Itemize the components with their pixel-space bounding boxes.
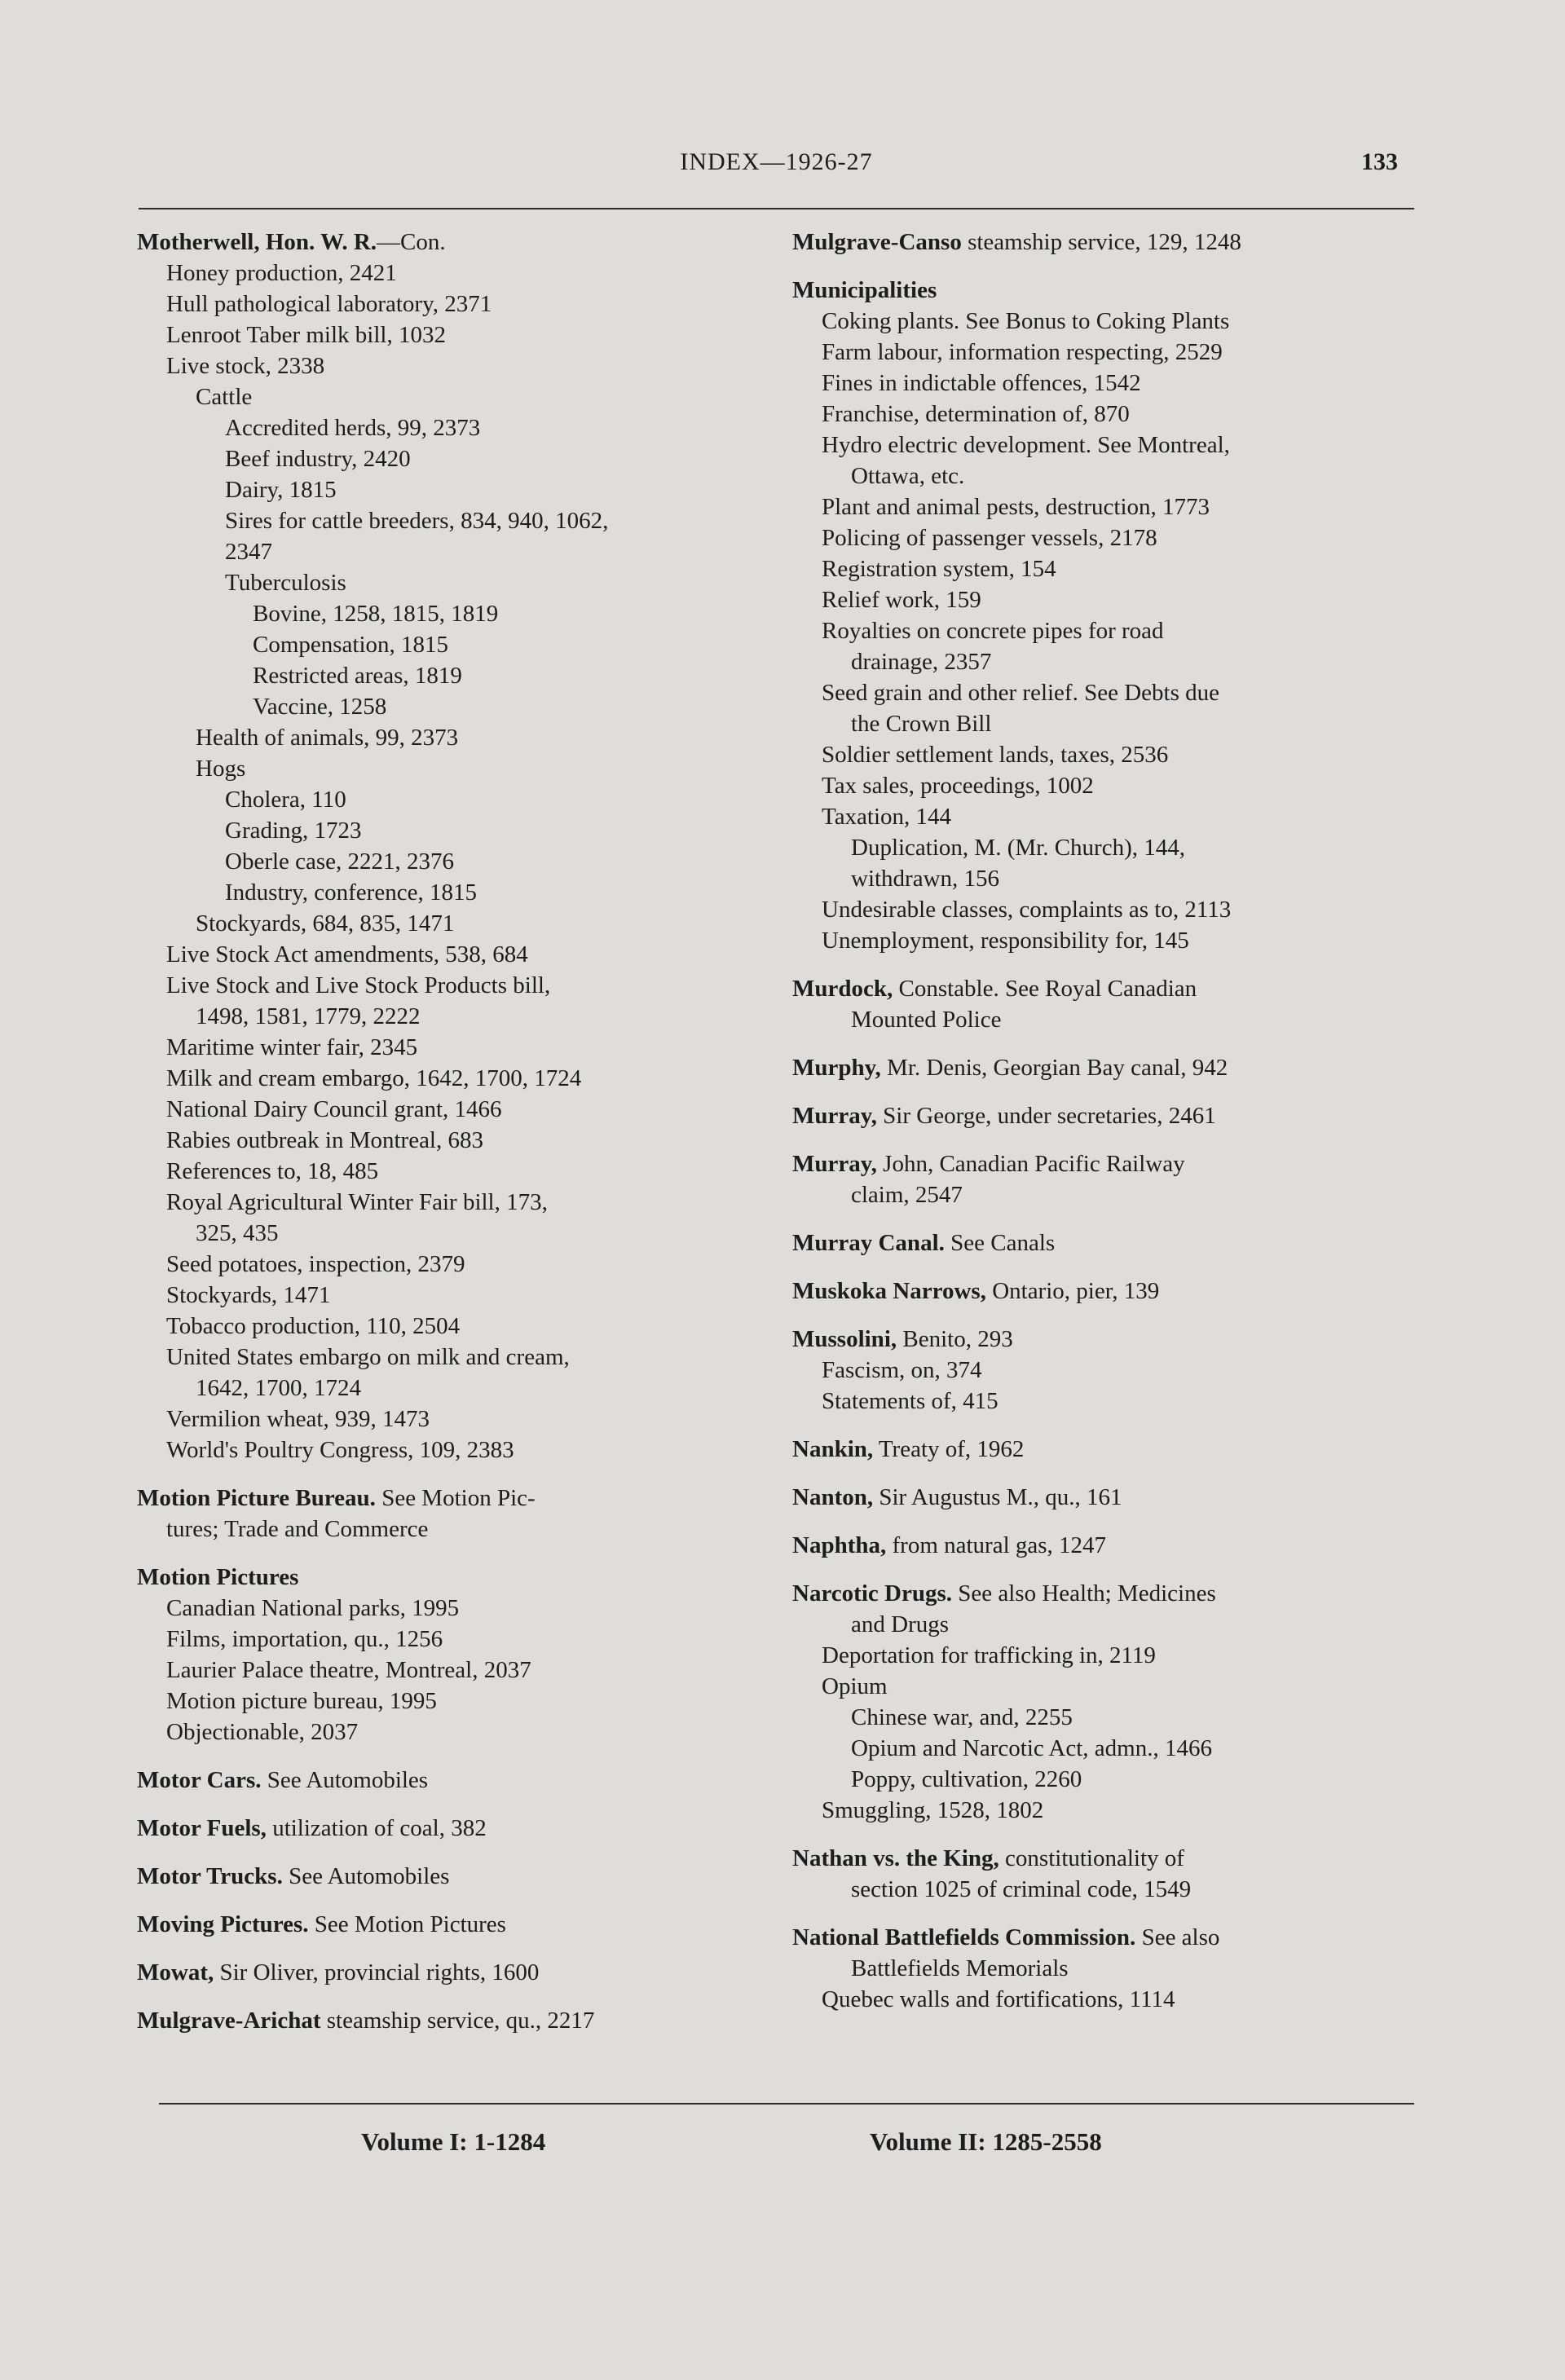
index-subentry: Battlefields Memorials (851, 1955, 1069, 1981)
index-subentry: and Drugs (851, 1611, 950, 1637)
index-subentry: Farm labour, information respecting, 2529 (822, 339, 1223, 365)
index-subentry: Hogs (196, 756, 246, 782)
index-subentry: Seed grain and other relief. See Debts due (822, 680, 1219, 706)
headword: Nanton, (792, 1484, 874, 1510)
entry-detail: steamship service, 129, 1248 (961, 229, 1241, 255)
headword: Naphtha, (792, 1532, 887, 1558)
headword: Motor Trucks. (137, 1863, 283, 1889)
index-subentry: Smuggling, 1528, 1802 (822, 1797, 1044, 1823)
index-subentry: Honey production, 2421 (166, 260, 397, 286)
headword: Motion Picture Bureau. (137, 1485, 376, 1511)
index-headword-entry (792, 1324, 1412, 1355)
headword: Nathan vs. the King, (792, 1845, 999, 1871)
index-subentry: Live stock, 2338 (166, 353, 325, 379)
headword: Murdock, (792, 976, 893, 1002)
index-subentry: 1642, 1700, 1724 (196, 1375, 361, 1401)
index-headword-entry (792, 1227, 1412, 1258)
headword: Nankin, (792, 1436, 874, 1462)
headword: Muskoka Narrows, (792, 1278, 986, 1304)
index-headword-entry (792, 275, 1412, 306)
index-subentry: drainage, 2357 (851, 649, 992, 675)
headword: Motor Cars. (137, 1767, 262, 1793)
index-subentry: Royalties on concrete pipes for road (822, 618, 1164, 644)
index-subentry: Canadian National parks, 1995 (166, 1595, 460, 1621)
footer-rule (159, 2103, 1414, 2105)
index-subentry: Duplication, M. (Mr. Church), 144, (851, 835, 1185, 861)
header-rule (139, 208, 1414, 209)
index-subentry: Seed potatoes, inspection, 2379 (166, 1251, 465, 1277)
index-headword-entry (792, 1434, 1412, 1465)
index-headword-entry (137, 1909, 769, 1940)
index-headword-entry (792, 1148, 1412, 1179)
index-subentry: National Dairy Council grant, 1466 (166, 1096, 502, 1122)
page-number: 133 (1361, 148, 1398, 175)
index-headword-entry (792, 1482, 1412, 1513)
index-subentry: Grading, 1723 (225, 818, 362, 844)
index-headword-entry (137, 1813, 769, 1844)
headword: Mulgrave-Arichat (137, 2008, 321, 2034)
entry-detail: See also (1135, 1924, 1220, 1950)
index-headword-entry (792, 973, 1412, 1004)
entry-detail: See Automobiles (282, 1863, 450, 1889)
entry-detail: Benito, 293 (897, 1326, 1013, 1352)
headword: Motion Pictures (137, 1564, 299, 1590)
index-subentry: Beef industry, 2420 (225, 446, 411, 472)
index-subentry: Maritime winter fair, 2345 (166, 1034, 418, 1060)
index-headword-entry (137, 1861, 769, 1892)
entry-detail: Treaty of, 1962 (873, 1436, 1025, 1462)
entry-detail: See Motion Pictures (308, 1911, 506, 1937)
entry-detail: John, Canadian Pacific Railway (876, 1151, 1185, 1177)
index-subentry: Opium and Narcotic Act, admn., 1466 (851, 1735, 1212, 1761)
headword: Mowat, (137, 1959, 214, 1986)
index-subentry: Accredited herds, 99, 2373 (225, 415, 481, 441)
headword: Motor Fuels, (137, 1815, 267, 1841)
index-subentry: Tax sales, proceedings, 1002 (822, 773, 1094, 799)
index-subentry: Ottawa, etc. (851, 463, 965, 489)
index-subentry: Hydro electric development. See Montreal, (822, 432, 1230, 458)
index-headword-entry (792, 1052, 1412, 1083)
index-subentry: Live Stock Act amendments, 538, 684 (166, 941, 528, 967)
index-subentry: Policing of passenger vessels, 2178 (822, 525, 1157, 551)
page-header (139, 148, 1414, 186)
index-subentry: Restricted areas, 1819 (253, 663, 462, 689)
entry-detail: See Automobiles (261, 1767, 429, 1793)
index-subentry: Plant and animal pests, destruction, 1773 (822, 494, 1210, 520)
index-subentry: 2347 (225, 539, 272, 565)
index-subentry: Coking plants. See Bonus to Coking Plants (822, 308, 1230, 334)
index-subentry: Tuberculosis (225, 570, 346, 596)
index-subentry: Hull pathological laboratory, 2371 (166, 291, 492, 317)
index-subentry: claim, 2547 (851, 1182, 963, 1208)
index-subentry: Oberle case, 2221, 2376 (225, 848, 455, 875)
index-subentry: Compensation, 1815 (253, 632, 449, 658)
index-subentry: 1498, 1581, 1779, 2222 (196, 1003, 421, 1029)
index-subentry: References to, 18, 485 (166, 1158, 379, 1184)
index-subentry: Relief work, 159 (822, 587, 981, 613)
headword: Mulgrave-Canso (792, 229, 962, 255)
entry-detail: See also Health; Medicines (951, 1580, 1216, 1606)
right-index-column (792, 227, 1412, 2015)
index-subentry: Deportation for trafficking in, 2119 (822, 1642, 1156, 1668)
headword: National Battlefields Commission. (792, 1924, 1136, 1950)
entry-detail: Constable. See Royal Canadian (893, 976, 1197, 1002)
index-subentry: Live Stock and Live Stock Products bill, (166, 972, 551, 998)
index-headword-entry (792, 1530, 1412, 1561)
index-subentry: Bovine, 1258, 1815, 1819 (253, 601, 499, 627)
index-headword-entry (137, 2005, 769, 2036)
index-subentry: Milk and cream embargo, 1642, 1700, 1724 (166, 1065, 582, 1091)
index-subentry: Taxation, 144 (822, 804, 952, 830)
index-headword-entry (792, 1100, 1412, 1131)
index-subentry: Vaccine, 1258 (253, 694, 387, 720)
index-subentry: Cattle (196, 384, 253, 410)
index-subentry: Undesirable classes, complaints as to, 2113 (822, 897, 1232, 923)
entry-detail: constitutionality of (999, 1845, 1184, 1871)
index-subentry: World's Poultry Congress, 109, 2383 (166, 1437, 514, 1463)
index-headword-entry (792, 227, 1412, 258)
index-subentry: Poppy, cultivation, 2260 (851, 1766, 1082, 1792)
index-subentry: Motion picture bureau, 1995 (166, 1688, 437, 1714)
index-headword-entry (137, 227, 769, 258)
index-subentry: Stockyards, 684, 835, 1471 (196, 910, 455, 937)
headword: Municipalities (792, 277, 937, 303)
entry-detail: Sir Augustus M., qu., 161 (873, 1484, 1122, 1510)
entry-detail: Sir Oliver, provincial rights, 1600 (214, 1959, 540, 1986)
index-subentry: Chinese war, and, 2255 (851, 1704, 1073, 1730)
index-headword-entry (792, 1578, 1412, 1609)
volume-one-label: Volume I: 1-1284 (361, 2127, 546, 2156)
index-subentry: Laurier Palace theatre, Montreal, 2037 (166, 1657, 531, 1683)
index-subentry: Fascism, on, 374 (822, 1357, 982, 1383)
index-headword-entry (137, 1765, 769, 1796)
index-subentry: Quebec walls and fortifications, 1114 (822, 1986, 1175, 2012)
index-subentry: Industry, conference, 1815 (225, 879, 477, 906)
index-subentry: Sires for cattle breeders, 834, 940, 1062, (225, 508, 609, 534)
index-headword-entry (137, 1562, 769, 1593)
headword: Murphy, (792, 1055, 881, 1081)
index-subentry: Unemployment, responsibility for, 145 (822, 928, 1189, 954)
page-title: INDEX—1926-27 (680, 148, 873, 175)
index-subentry: Rabies outbreak in Montreal, 683 (166, 1127, 483, 1153)
left-index-column (137, 227, 769, 2036)
index-subentry: Objectionable, 2037 (166, 1719, 359, 1745)
headword: Murray, (792, 1151, 877, 1177)
entry-detail: Mr. Denis, Georgian Bay canal, 942 (880, 1055, 1228, 1081)
index-headword-entry (137, 1957, 769, 1988)
index-headword-entry (792, 1276, 1412, 1307)
index-subentry: the Crown Bill (851, 711, 992, 737)
index-subentry: Films, importation, qu., 1256 (166, 1626, 443, 1652)
entry-detail: Ontario, pier, 139 (985, 1278, 1160, 1304)
entry-detail: —Con. (377, 229, 446, 255)
entry-detail: See Canals (944, 1230, 1056, 1256)
index-subentry: withdrawn, 156 (851, 866, 1000, 892)
index-subentry: Royal Agricultural Winter Fair bill, 173, (166, 1189, 548, 1215)
index-subentry: Dairy, 1815 (225, 477, 337, 503)
index-subentry: Franchise, determination of, 870 (822, 401, 1130, 427)
index-subentry: Statements of, 415 (822, 1388, 999, 1414)
index-subentry: Cholera, 110 (225, 787, 346, 813)
index-subentry: 325, 435 (196, 1220, 279, 1246)
index-headword-entry (137, 1483, 769, 1514)
index-subentry: Registration system, 154 (822, 556, 1056, 582)
index-headword-entry (792, 1922, 1412, 1953)
headword: Murray, (792, 1103, 877, 1129)
index-subentry: tures; Trade and Commerce (166, 1516, 429, 1542)
index-subentry: Vermilion wheat, 939, 1473 (166, 1406, 430, 1432)
headword: Murray Canal. (792, 1230, 945, 1256)
volume-two-label: Volume II: 1285-2558 (870, 2127, 1102, 2156)
headword: Mussolini, (792, 1326, 897, 1352)
entry-detail: Sir George, under secretaries, 2461 (876, 1103, 1216, 1129)
entry-detail: from natural gas, 1247 (886, 1532, 1107, 1558)
headword: Moving Pictures. (137, 1911, 309, 1937)
entry-detail: See Motion Pic- (375, 1485, 536, 1511)
index-subentry: section 1025 of criminal code, 1549 (851, 1876, 1192, 1902)
entry-detail: utilization of coal, 382 (266, 1815, 487, 1841)
index-subentry: United States embargo on milk and cream, (166, 1344, 570, 1370)
index-headword-entry (792, 1843, 1412, 1874)
index-subentry: Stockyards, 1471 (166, 1282, 331, 1308)
index-subentry: Mounted Police (851, 1007, 1002, 1033)
index-subentry: Opium (822, 1673, 888, 1699)
headword: Narcotic Drugs. (792, 1580, 952, 1606)
index-subentry: Soldier settlement lands, taxes, 2536 (822, 742, 1169, 768)
entry-detail: steamship service, qu., 2217 (320, 2008, 595, 2034)
index-subentry: Health of animals, 99, 2373 (196, 725, 459, 751)
index-subentry: Tobacco production, 110, 2504 (166, 1313, 461, 1339)
index-subentry: Fines in indictable offences, 1542 (822, 370, 1141, 396)
headword: Motherwell, Hon. W. R. (137, 229, 377, 255)
index-subentry: Lenroot Taber milk bill, 1032 (166, 322, 446, 348)
